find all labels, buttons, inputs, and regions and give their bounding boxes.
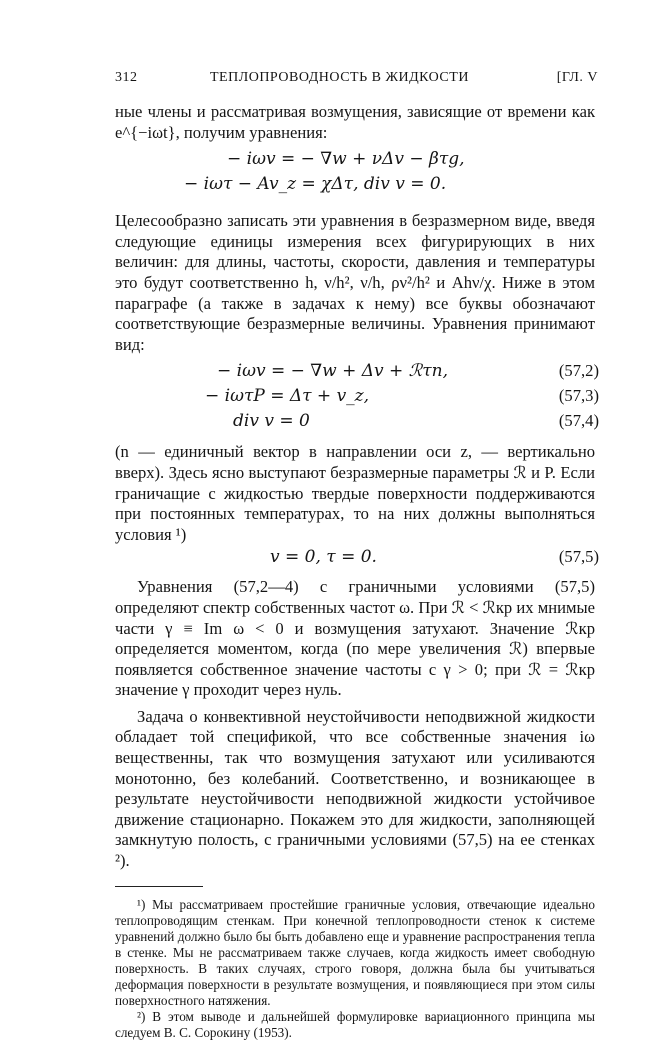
equation-number: (57,2) (558, 361, 599, 381)
equation-body: − iωv = − ∇w + νΔv − βτg, (227, 149, 465, 170)
page-number: 312 (115, 70, 138, 85)
equation-body: − iωv = − ∇w + Δv + ℛτn, (217, 361, 448, 382)
equation-57-3 (115, 386, 599, 411)
equation-heat-perturbed (115, 174, 595, 199)
equation-body: − iωτ − Av_z = χΔτ, div v = 0. (184, 174, 447, 195)
equation-57-5 (115, 545, 599, 577)
running-title: ТЕПЛОПРОВОДНОСТЬ В ЖИДКОСТИ (210, 70, 469, 85)
paragraph-convective-instability: Задача о конвективной неустойчивости неподвижной жидкости обладает той спецификой, что все собственные значения iω вещественны, так что возмущения затухают или усиливаются монотонно, без колебаний. Соответственно, и возникающее в результате неустойчивости неподвижной жидкости устойчивое движение стационарно. Покажем это для жидкости, заполняющей замкнутую полость, с граничными условиями (57,5) на ее стенках ²). (115, 706, 595, 871)
footnote-1: ¹) Мы рассматриваем простейшие граничные условия, отвечающие идеально теплопроводящим стенкам. При конечной теплопроводности стенок к системе уравнений должно было бы быть добавлено еще и уравнение распространения тепла в стенке. Мы не рассматриваем также случаев, когда жидкость имеет свободную поверхность. В таких случаях, строго говоря, должна была бы учитываться деформация поверхности в результате возмущения, и появляющиеся при этом силы поверхностного натяжения. (115, 896, 595, 1009)
equation-number: (57,5) (558, 547, 599, 567)
equation-57-2 (115, 361, 599, 386)
equation-body: − iωτP = Δτ + v_z, (205, 386, 370, 407)
paragraph-parameters: (n — единичный вектор в направлении оси z, — вертикально вверх). Здесь ясно выступают безразмерные параметры ℛ и P. Если граничащие с жидкостью твердые поверхности поддерживаются при постоянных температурах, то на них должны выполняться условия ¹) (115, 442, 595, 544)
chapter-label: [ГЛ. V (556, 70, 598, 85)
equation-57-4 (115, 411, 599, 436)
footnote-2: ²) В этом выводе и дальнейшей формулировке вариационного принципа мы следуем В. С. Сорокину (1953). (115, 1009, 595, 1041)
equation-navier-stokes-perturbed (115, 149, 595, 174)
equation-number: (57,3) (558, 386, 599, 406)
equation-number: (57,4) (558, 411, 599, 431)
paragraph-continuation: ные члены и рассматривая возмущения, зависящие от времени как e^{−iωt}, получим уравнения: (115, 102, 595, 142)
page-header (115, 62, 598, 86)
paragraph-dimensionless-units: Целесообразно записать эти уравнения в безразмерном виде, введя следующие единицы измерения всех фигурирующих в них величин: для длины, частоты, скорости, давления и температуры это будут соответственно h, ν/h², ν/h, ρν²/h² и Ahν/χ. Ниже в этом параграфе (а также в задачах к нему) все буквы обозначают соответствующие безразмерные величины. Уравнения принимают вид: (115, 211, 595, 354)
paragraph-spectrum: Уравнения (57,2—4) с граничными условиями (57,5) определяют спектр собственных частот ω. При ℛ < ℛкр их мнимые части γ ≡ Im ω < 0 и возмущения затухают. Значение ℛкр определяется моментом, когда (по мере увеличения ℛ) впервые появляется собственное значение частоты с γ > 0; при ℛ = ℛкр значение γ проходит через нуль. (115, 577, 595, 700)
equation-body: div v = 0 (233, 411, 310, 432)
book-page (115, 62, 599, 1041)
equation-body: v = 0, τ = 0. (270, 547, 377, 568)
footnote-separator (115, 886, 203, 887)
